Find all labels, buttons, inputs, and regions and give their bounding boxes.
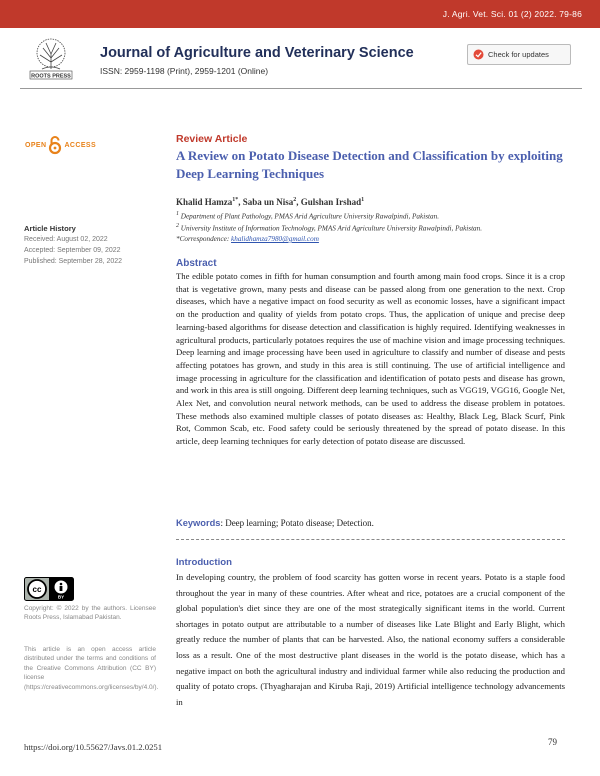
affiliation-mark: 2: [176, 223, 179, 229]
page-number: 79: [548, 737, 557, 747]
section-divider: [176, 539, 565, 540]
history-received: Received: August 02, 2022: [24, 236, 108, 243]
correspondence-email-link[interactable]: khalidhamza7980@gmail.com: [231, 235, 319, 243]
author-list: [176, 197, 364, 207]
abstract-heading: Abstract: [176, 258, 217, 269]
author-name: Gulshan Irshad: [300, 197, 362, 207]
history-published: Published: September 28, 2022: [24, 258, 123, 265]
cc-by-badge[interactable]: [24, 577, 74, 601]
check-updates-label: Check for updates: [488, 50, 549, 59]
author-separator: ,: [238, 197, 243, 207]
header-band: [0, 0, 600, 28]
keywords-text: : Deep learning; Potato disease; Detection.: [220, 518, 374, 528]
author-affil-mark: 2: [293, 197, 297, 203]
journal-logo: [20, 36, 82, 84]
svg-text:BY: BY: [57, 594, 65, 600]
author-name: Saba un Nisa: [242, 197, 294, 207]
journal-issn: ISSN: 2959-1198 (Print), 2959-1201 (Online): [100, 66, 269, 76]
history-accepted: Accepted: September 09, 2022: [24, 247, 121, 254]
article-history-heading: Article History: [24, 224, 76, 233]
license-notice: This article is an open access article distributed under the terms and conditions of the Creative Commons Attribution (CC BY) license (https://creativecommons.org/licenses/by/4.0/).: [24, 646, 159, 691]
introduction-heading: Introduction: [176, 557, 232, 568]
open-access-badge: [25, 135, 96, 155]
open-access-right: ACCESS: [64, 141, 97, 149]
article-type: Review Article: [176, 133, 248, 145]
cc-by-icon: [24, 577, 74, 601]
check-updates-icon: [473, 49, 484, 60]
affiliation-2: [176, 223, 482, 232]
keywords: [176, 518, 374, 528]
introduction-text: In developing country, the problem of food scarcity has gotten worse in recent years. Potato is a staple food throughout the year in many of these countries. After wheat and rice, potatoes are a crucial component of the global population's diet since they are one of the most strategically significant items in the world. Current shortages in potato output are attributable to a number of diseases like Late Blight and Early Blight, which greatly reduce the number of plants that can be harvested. Also, the national economy suffers a considerable loss as a result. One of the most destructive plant diseases in the world is the potato disease, which has a negative impact on both the agricultural industry and individual farmer while also reducing the production and quality of potato crops. (Thyagharajan and Kiruba Raji, 2019) Artificial intelligence technology advancements in: [176, 572, 565, 707]
correspondence-label: *Correspondence:: [176, 235, 232, 243]
header-divider: [20, 88, 582, 89]
affiliation-1: [176, 211, 439, 220]
article-title: A Review on Potato Disease Detection and Classification by exploiting Deep Learning Techniques: [176, 148, 563, 181]
open-access-lock-icon: [48, 135, 62, 155]
journal-title: Journal of Agriculture and Veterinary Science: [100, 45, 414, 61]
author-affil-mark: 1: [361, 197, 365, 203]
affiliation-text: University Institute of Information Technology, PMAS Arid Agriculture University Rawalpindi, Pakistan.: [180, 224, 483, 233]
author-separator: ,: [296, 197, 301, 207]
copyright-notice: Copyright: © 2022 by the authors. Licensee Roots Press, Islamabad Pakistan.: [24, 605, 156, 622]
abstract-text: The edible potato comes in fifth for human consumption and fourth among main food crops. Since it is a crop that is vegetative grown, many pests and disease can be passed along from one generation to the next. Crop diseases, which have a negative impact on food security as well as economic losses, have a significant impact on the production and quality of yields from potato crops. Thus, the application of unique and precise deep learning-based algorithms for disease detection and classification is highly required. Identifying weaknesses in agricultural products, particularly potatoes requires the use of machine vision and image processing techniques. Deep learning and image processing have been used in agriculture to classify and number of disease and pests affecting potatoes has grown, and study in this area is still continuing. The use of artificial intelligence and image processing in agriculture for the classification and identification of potato pests and disease has grown, and work in this area is still ongoing. Different deep learning techniques, such as VGG19, VGG16, Google Net, Alex Net, and convolution neural network methods, can be used to address the disease problem in potatoes. These methods also examined multiple classes of potato diseases as: Healthy, Black Leg, Black Scurf, Pink Rot, Common Scab, etc. Food safety could be seriously threatened by the spread of potato disease. In this article, deep learning techniques for early detection of potato disease are discussed.: [176, 271, 565, 447]
check-for-updates-button[interactable]: [467, 44, 571, 65]
journal-citation: J. Agri. Vet. Sci. 01 (2) 2022. 79-86: [442, 9, 582, 19]
affiliation-text: Department of Plant Pathology, PMAS Arid Agriculture University Rawalpindi, Pakistan.: [180, 212, 439, 221]
author-affil-mark: 1*: [232, 197, 239, 203]
logo-text: ROOTS PRESS: [31, 73, 71, 80]
affiliation-mark: 1: [176, 211, 179, 217]
doi-link[interactable]: https://doi.org/10.55627/Javs.01.2.0251: [24, 742, 163, 752]
keywords-label: Keywords: [176, 518, 221, 528]
author-name: Khalid Hamza: [176, 197, 233, 207]
open-access-left: OPEN: [25, 141, 47, 149]
correspondence: [176, 235, 319, 243]
svg-text:cc: cc: [32, 585, 42, 594]
tree-logo-icon: [20, 36, 82, 84]
